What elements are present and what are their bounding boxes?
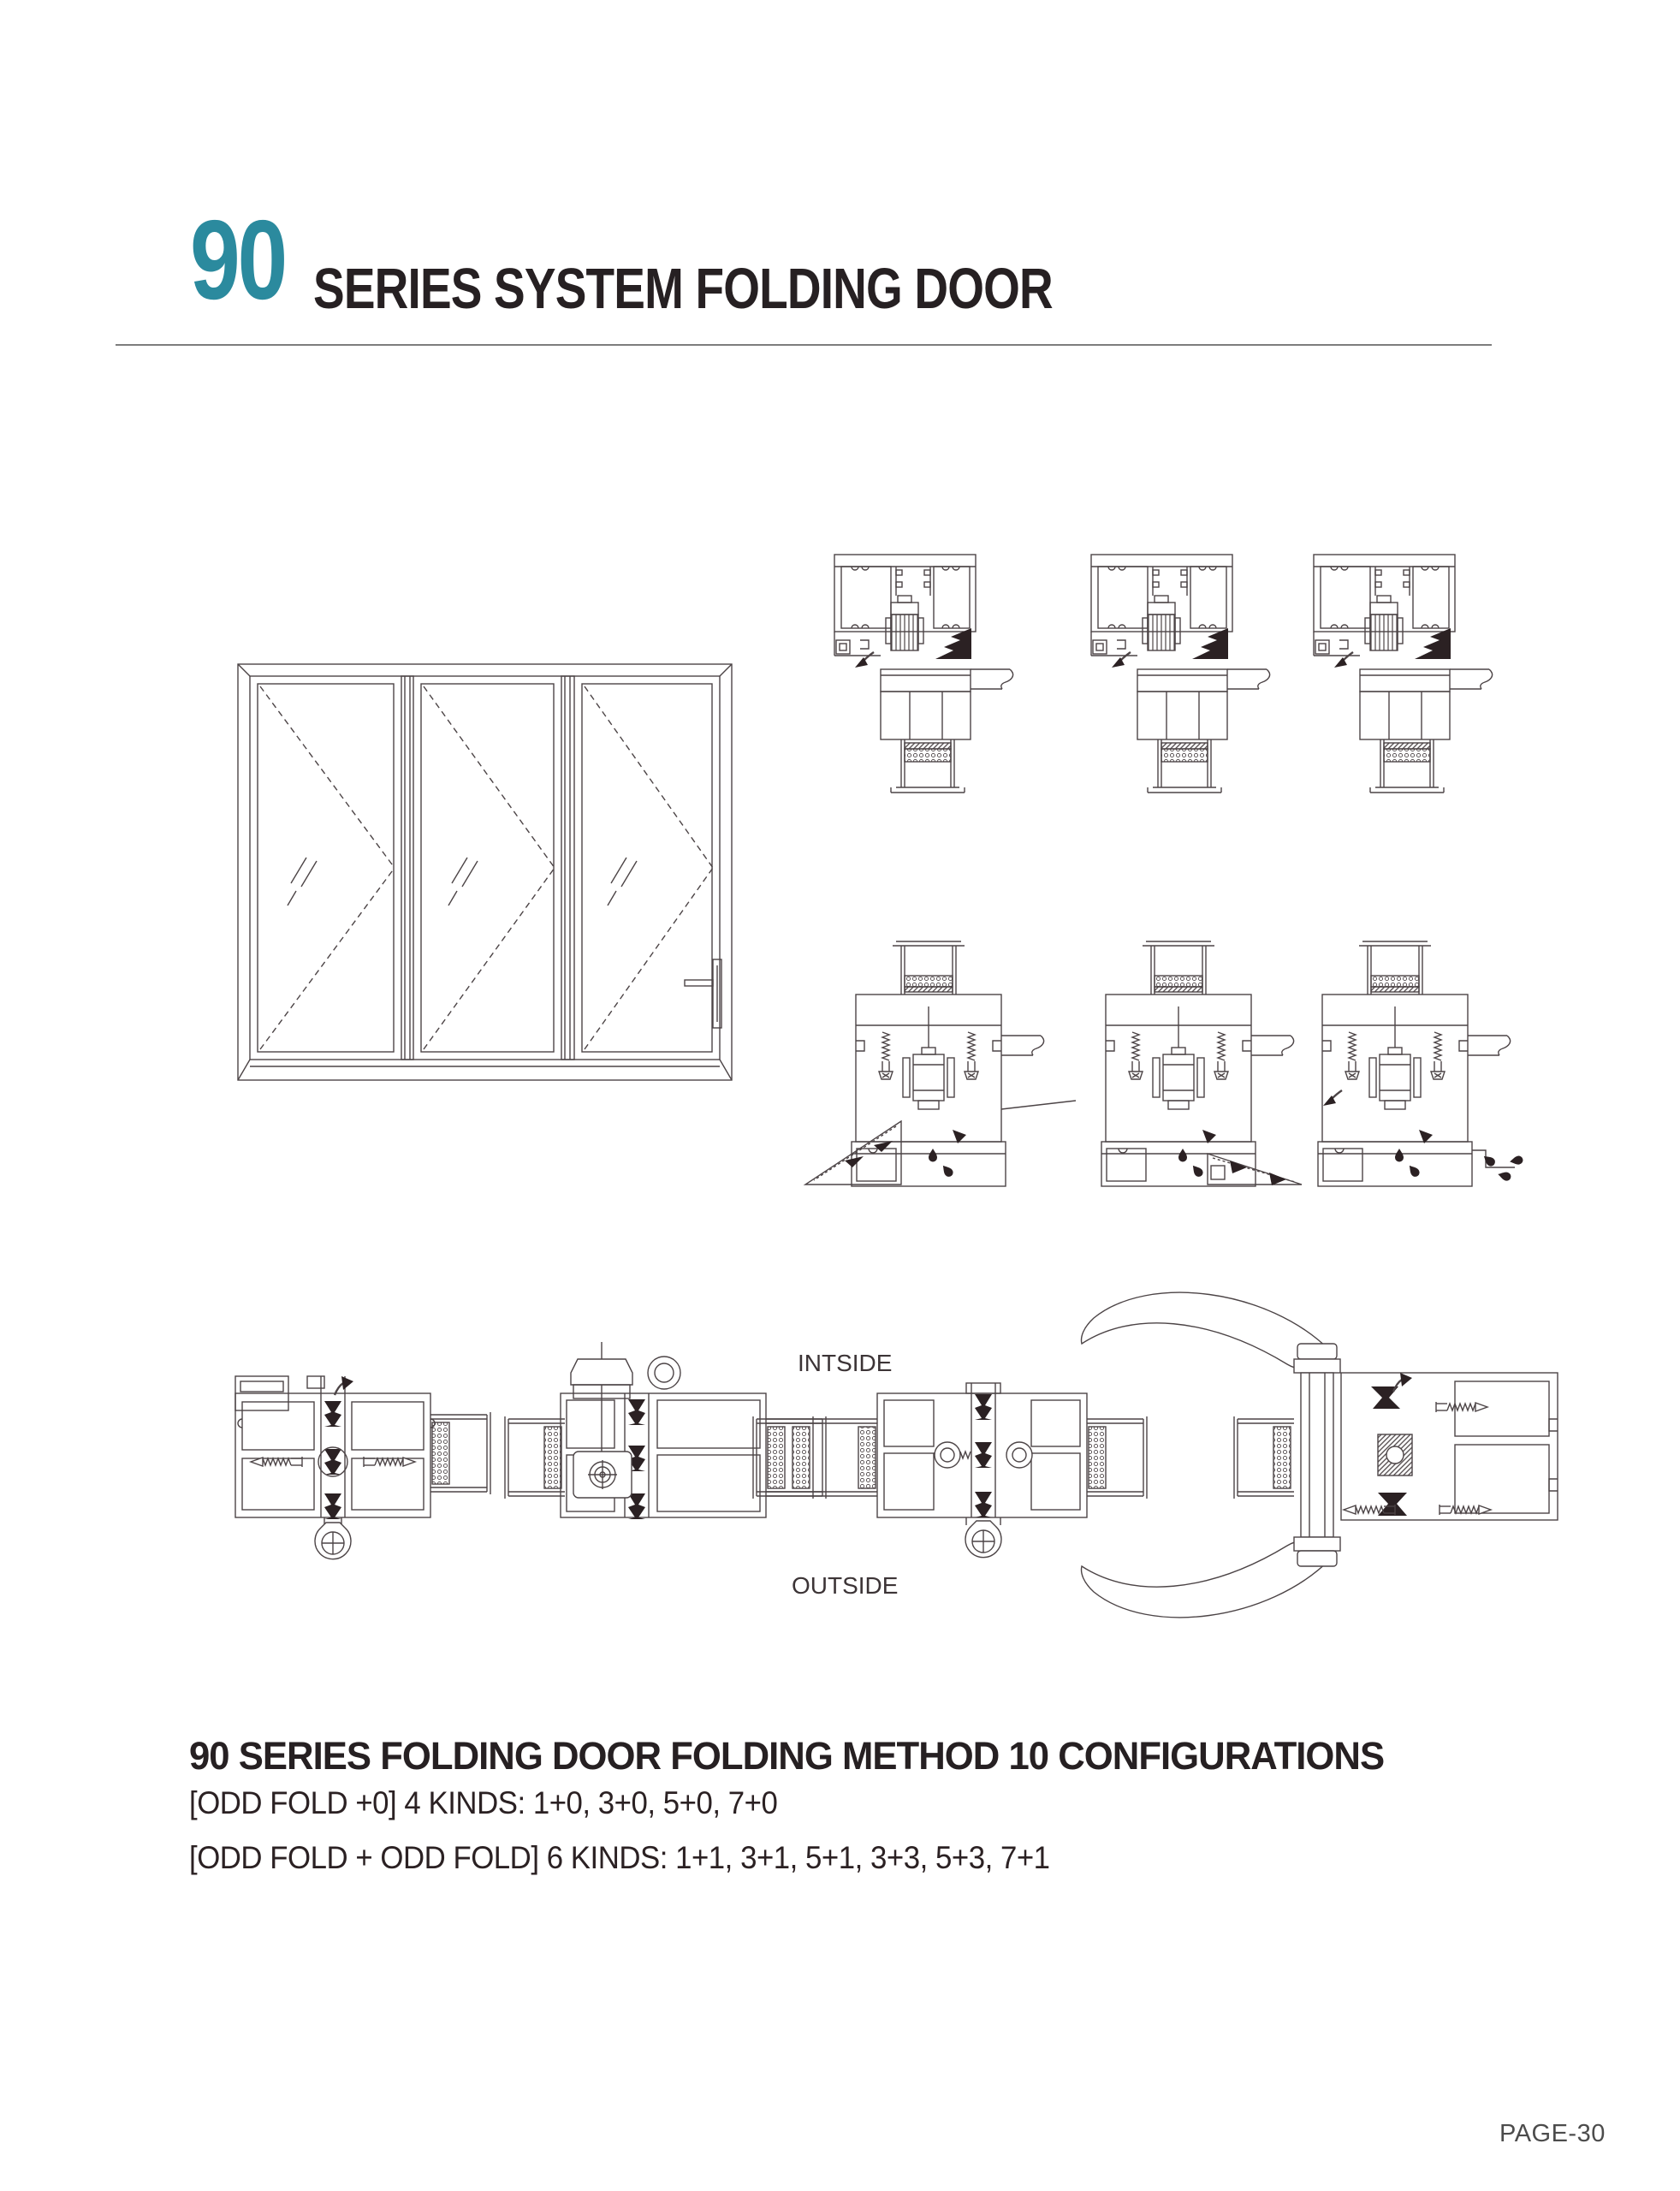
pivot-section-detail — [505, 1342, 826, 1519]
door-panel-3 — [582, 684, 713, 1052]
sill-section-detail-3 — [1318, 941, 1523, 1186]
config-odd-fold-odd: [ODD FOLD + ODD FOLD] 6 KINDS: 1+1, 3+1, 5+1, 3+3, 5+3, 7+1 — [189, 1840, 1050, 1875]
sill-section-detail-2 — [1101, 941, 1302, 1186]
config-odd-fold-zero: [ODD FOLD +0] 4 KINDS: 1+0, 3+0, 5+0, 7+0 — [189, 1785, 778, 1820]
series-number: 90 — [190, 197, 286, 323]
door-panel-1 — [258, 684, 395, 1052]
folding-door-elevation — [238, 664, 732, 1080]
lever-handle — [1082, 1292, 1330, 1618]
configurations-heading: 90 SERIES FOLDING DOOR FOLDING METHOD 10 CONFIGURATIONS — [189, 1734, 1385, 1778]
door-handle — [685, 959, 721, 1028]
sill-section-detail-1 — [805, 941, 1076, 1186]
jamb-section-detail-2 — [753, 1383, 1147, 1558]
label-inside: INTSIDE — [798, 1350, 893, 1376]
label-outside: OUTSIDE — [792, 1572, 899, 1599]
lock-section-with-handle — [1082, 1292, 1558, 1618]
page-title: SERIES SYSTEM FOLDING DOOR — [313, 257, 1053, 321]
door-panel-2 — [421, 684, 555, 1052]
head-section-detail-3 — [1314, 555, 1493, 793]
jamb-section-detail-1 — [235, 1376, 490, 1559]
head-section-detail-1 — [834, 555, 1013, 793]
head-section-detail-2 — [1091, 555, 1270, 793]
page-number: PAGE-30 — [1499, 2120, 1606, 2147]
